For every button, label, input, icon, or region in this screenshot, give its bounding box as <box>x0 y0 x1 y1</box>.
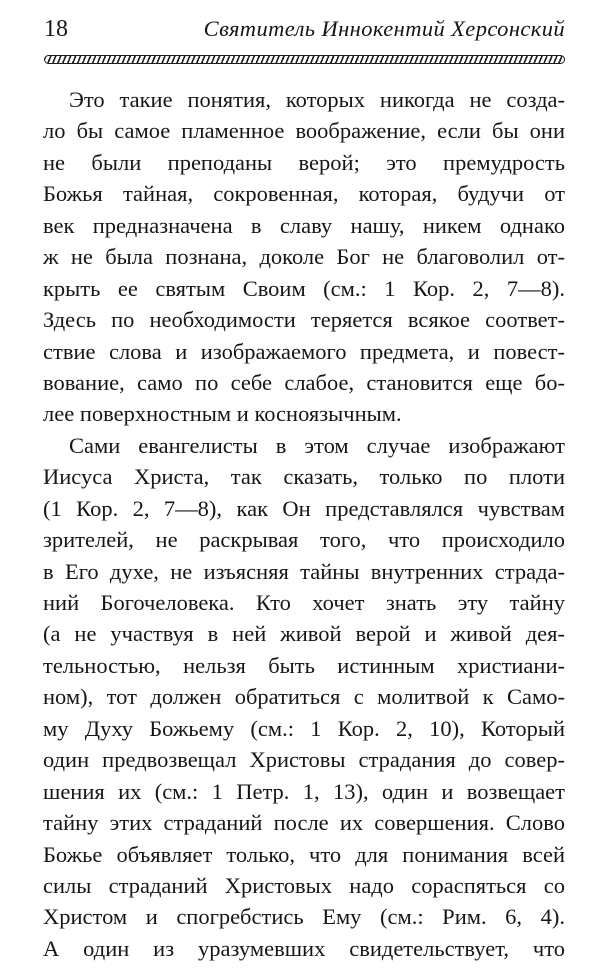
text-line: ний Богочеловека. Кто хочет знать эту тайну <box>43 590 565 615</box>
text-line: Божье объявляет только, что для понимания всей <box>43 841 565 867</box>
page-body <box>43 84 565 964</box>
text-line: Здесь по необходимости теряется всякое соответ- <box>43 307 565 333</box>
text-line: шения их (см.: 1 Петр. 1, 13), один и возвещает <box>43 778 565 804</box>
text-line: Это такие понятия, которых никогда не созда- <box>69 87 565 112</box>
text-line: (1 Кор. 2, 7—8), как Он представлялся чувствам <box>43 495 565 521</box>
text-line: Сами евангелисты в этом случае изображают <box>69 432 565 458</box>
text-line: тайну этих страданий после их совершения. Слово <box>43 810 565 836</box>
text-line: век предназначена в славу нашу, никем однако <box>43 212 565 238</box>
text-line: Иисуса Христа, так сказать, только по плоти <box>43 464 565 490</box>
running-head: Святитель Иннокентий Херсонский <box>203 16 565 41</box>
text-line: крыть ее святым Своим (см.: 1 Кор. 2, 7—8). <box>43 275 565 301</box>
rope-divider-ornament <box>44 55 565 64</box>
text-line: (а не участвуя в ней живой верой и живой дея- <box>43 621 565 647</box>
text-line: ло бы самое пламенное воображение, если бы они <box>43 118 565 144</box>
text-line: Божья тайная, сокровенная, которая, будучи от <box>43 181 565 207</box>
text-line: силы страданий Христовых надо сораспяться со <box>43 872 565 898</box>
text-line: ж не была познана, доколе Бог не благоволил от- <box>43 244 565 270</box>
text-line: му Духу Божьему (см.: 1 Кор. 2, 10), Который <box>43 715 565 741</box>
text-line: тельностью, нельзя быть истинным христиани- <box>43 652 565 678</box>
text-line: ном), тот должен обратиться с молитвой к Само- <box>43 684 565 710</box>
text-line: в Его духе, не изъясняя тайны внутренних страда- <box>43 558 565 584</box>
text-line: вование, само по себе слабое, становится еще бо- <box>43 369 565 395</box>
page-number: 18 <box>44 16 68 42</box>
text-line: лее поверхностным и косноязычным. <box>43 401 402 427</box>
page-header <box>44 16 565 43</box>
text-line: Христом и спогребстись Ему (см.: Рим. 6, 4). <box>43 904 565 930</box>
text-line: зрителей, не раскрывая того, что происходило <box>43 527 565 553</box>
text-line: ствие слова и изображаемого предмета, и повест- <box>43 338 565 364</box>
text-line: А один из уразумевших свидетельствует, что <box>43 935 565 961</box>
text-line: не были преподаны верой; это премудрость <box>43 149 565 175</box>
text-line: один предвозвещал Христовы страдания до совер- <box>43 747 565 773</box>
